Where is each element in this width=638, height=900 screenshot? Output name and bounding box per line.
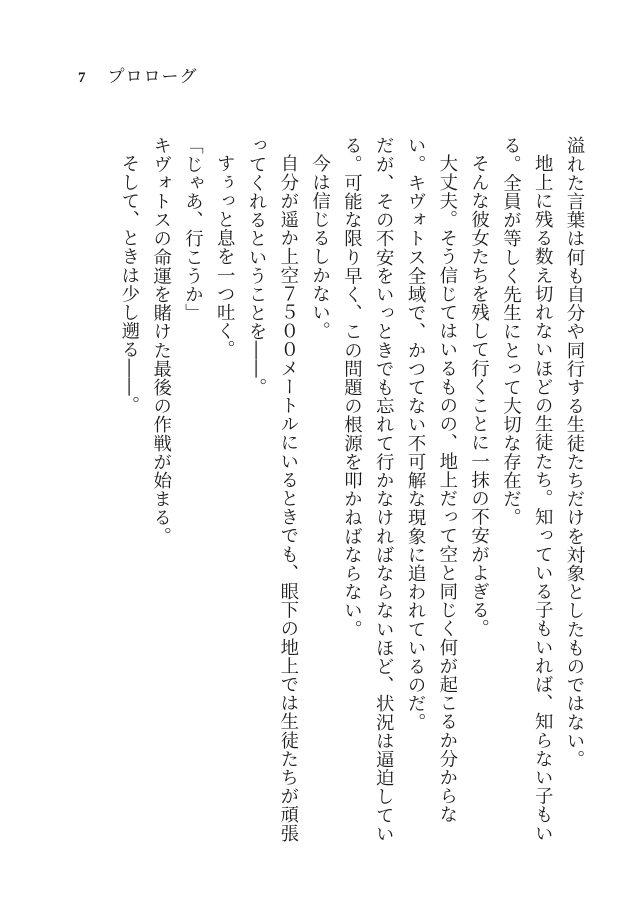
- paragraph: 自分が遥か上空７５００メートルにいるときでも、眼下の地上では生徒たちが頑張ってくれるということを――。: [246, 136, 299, 843]
- paragraph: そんな彼女たちを残して行くことに一抹の不安がよぎる。: [468, 154, 490, 638]
- chapter-title: プロローグ: [107, 67, 198, 87]
- paragraph: そして、ときは少し遡る――。: [118, 154, 140, 415]
- paragraph: 「じゃあ、行こうか」: [182, 136, 204, 322]
- paragraph: 大丈夫。そう信じてはいるものの、地上だって空と同じく何が起こるか分からない。キヴォトス全域で、かつてない不可解な現象に追われているのだ。: [405, 136, 458, 824]
- page-header: [78, 62, 198, 87]
- paragraph: だが、その不安をいっときでも忘れて行かなければならないほど、状況は逼迫している。可能な限り早く、この問題の根源を叩かねばならない。: [341, 136, 395, 843]
- body-text: [113, 136, 590, 856]
- paragraph: 溢れた言葉は何も自分や同行する生徒たちだけを対象としたものではない。: [564, 136, 585, 769]
- paragraph: 今は信じるしかない。: [309, 154, 331, 341]
- paragraph: 地上に残る数え切れないほどの生徒たち。知っている子もいれば、知らない子もいる。全員が等しく先生にとって大切な存在だ。: [500, 136, 554, 843]
- paragraph: すぅっと息を一つ吐く。: [214, 154, 236, 359]
- page-number: 7: [78, 70, 86, 86]
- paragraph: キヴォトスの命運を賭けた最後の作戦が始まる。: [150, 136, 172, 546]
